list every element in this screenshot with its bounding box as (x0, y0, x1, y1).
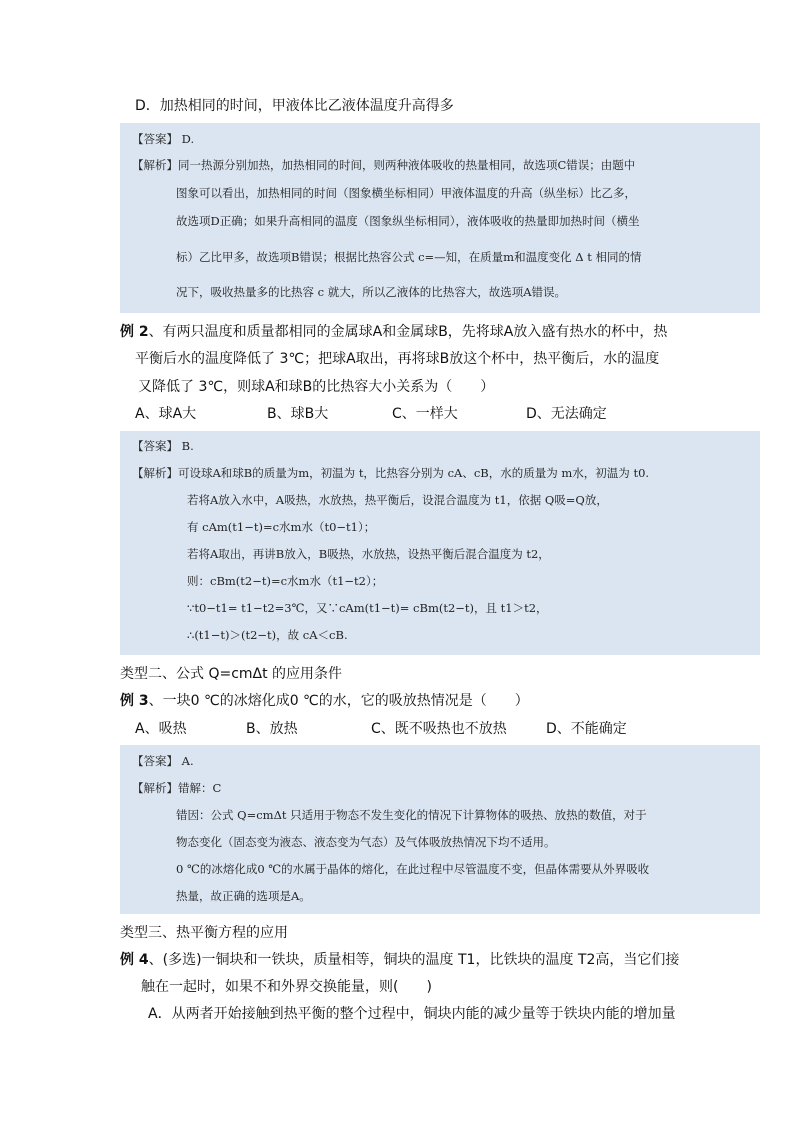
analysis-line: 热量，故正确的选项是A。 (176, 889, 311, 903)
type-2-heading: 类型二、公式 Q=cmΔt 的应用条件 (120, 666, 343, 682)
analysis-line: 故选项D正确；如果升高相同的温度（图象纵坐标相同），液体吸收的热量即加热时间（横坐 (176, 214, 640, 228)
q2-option-a: A、球A大 (135, 406, 197, 422)
q2-text: 、有两只温度和质量都相同的金属球A和金属球B，先将球A放入盛有热水的杯中，热 (148, 324, 668, 340)
analysis-line: 【解析】可设球A和球B的质量为m，初温为 t，比热容分别为 cA、cB，水的质量为 m水，初温为 t0. (132, 466, 650, 480)
q4-line-1 (120, 950, 679, 970)
q3-text: 、一块0 ℃的冰熔化成0 ℃的水，它的吸放热情况是（ ） (148, 693, 529, 709)
q2-option-b: B、球B大 (267, 406, 329, 422)
q2-line-3: 又降低了 3℃，则球A和球B的比热容大小关系为（ ） (138, 379, 495, 395)
q1-option-d: D．加热相同的时间，甲液体比乙液体温度升高得多 (135, 98, 454, 114)
analysis-line: 若将A放入水中，A吸热，水放热，热平衡后，设混合温度为 t1，依据 Q吸=Q放， (187, 493, 608, 507)
q2-label: 例 2 (120, 324, 149, 340)
analysis-line: 物态变化（固态变为液态、液态变为气态）及气体吸放热情况下均不适用。 (176, 835, 556, 849)
analysis-line: 【解析】错解：C (132, 781, 222, 795)
answer-label: 【答案】 D. (132, 132, 195, 146)
analysis-line: 则：cBm(t2−t)=c水m水（t1−t2）； (187, 574, 384, 588)
analysis-line: 若将A取出，再讲B放入，B吸热，水放热，设热平衡后混合温度为 t2， (187, 547, 550, 561)
q4-label: 例 4 (120, 952, 149, 968)
q3-option-c: C、既不吸热也不放热 (371, 721, 507, 737)
type-3-heading: 类型三、热平衡方程的应用 (120, 925, 288, 941)
analysis-line: 况下，吸收热量多的比热容 c 就大，所以乙液体的比热容大，故选项A错误。 (176, 285, 567, 299)
q4-option-a: A．从两者开始接触到热平衡的整个过程中，铜块内能的减少量等于铁块内能的增加量 (148, 1006, 676, 1022)
analysis-line: ∴(t1−t)＞(t2−t)，故 cA＜cB. (187, 628, 348, 642)
analysis-line: 0 ℃的冰熔化成0 ℃的水属于晶体的熔化，在此过程中尽管温度不变，但晶体需要从外界吸收 (176, 862, 650, 876)
analysis-line: ∵t0−t1= t1−t2=3℃，又∵cAm(t1−t)= cBm(t2−t)，且 t1＞t2， (187, 601, 548, 615)
analysis-line: 【解析】同一热源分别加热，加热相同的时间，则两种液体吸收的热量相同，故选项C错误；由题中 (132, 158, 636, 172)
q3-line (120, 691, 529, 711)
q2-option-d: D、无法确定 (526, 406, 607, 422)
q2-option-c: C、一样大 (392, 406, 458, 422)
q3-label: 例 3 (120, 693, 149, 709)
q3-option-a: A、吸热 (135, 721, 187, 737)
answer-label: 【答案】 A. (132, 754, 194, 768)
q2-line-2: 平衡后水的温度降低了 3℃；把球A取出，再将球B放这个杯中，热平衡后，水的温度 (135, 351, 660, 367)
analysis-line: 有 cAm(t1−t)=c水m水（t0−t1）； (187, 520, 376, 534)
answer-label: 【答案】 B. (132, 439, 194, 453)
q4-line-2: 触在一起时，如果不和外界交换能量，则( ) (141, 979, 432, 995)
q3-option-d: D、不能确定 (546, 721, 627, 737)
q2-line-1 (120, 322, 667, 342)
q4-text: 、(多选)一铜块和一铁块，质量相等，铜块的温度 T1，比铁块的温度 T2高，当它们接 (148, 952, 680, 968)
analysis-line: 标）乙比甲多，故选项B错误；根据比热容公式 c=—知，在质量m和温度变化 Δ t 相同的情 (176, 250, 642, 264)
analysis-line: 图象可以看出，加热相同的时间（图象横坐标相同）甲液体温度的升高（纵坐标）比乙多， (176, 186, 636, 200)
analysis-line: 错因：公式 Q=cmΔt 只适用于物态不发生变化的情况下计算物体的吸热、放热的数值，对于 (176, 808, 647, 822)
q3-option-b: B、放热 (246, 721, 298, 737)
